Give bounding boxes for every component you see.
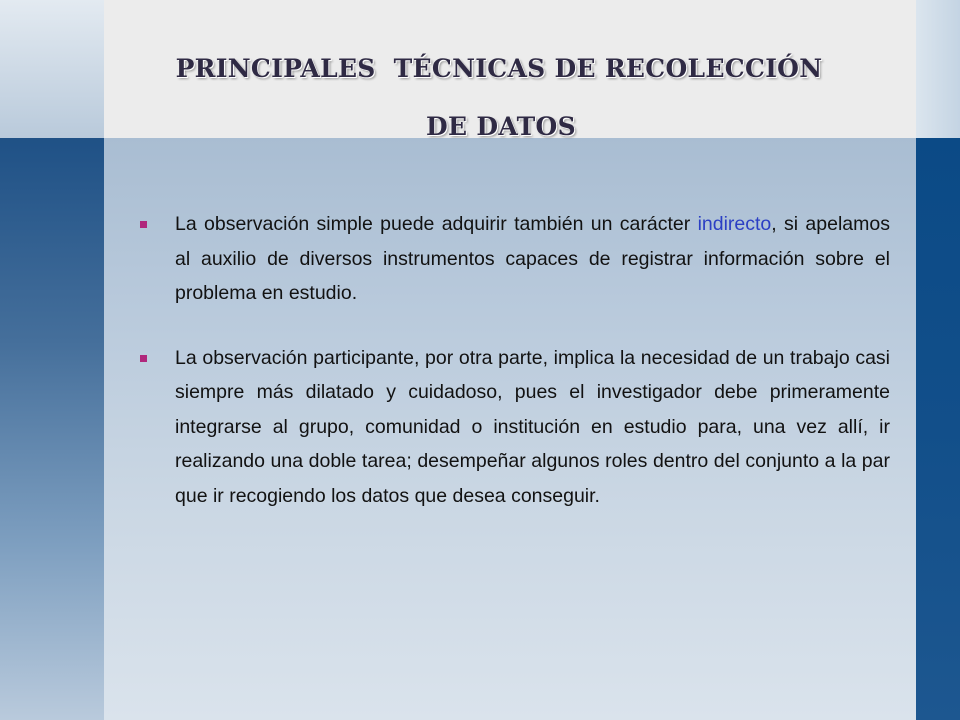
- slide-title-line-2: DE DATOS: [426, 112, 576, 141]
- right-decor-top: [916, 0, 960, 138]
- bullet-1-text-after: , si apelamos al auxilio de diversos instrumentos capaces de registrar información sobre el problema en estudio.: [175, 213, 890, 304]
- square-bullet-icon: [140, 221, 147, 228]
- left-decor-column: [0, 138, 104, 720]
- right-decor-column: [916, 138, 960, 720]
- bullet-1-highlight: indirecto: [697, 213, 772, 235]
- bullet-item-simple-observation: [140, 207, 890, 311]
- bullet-1-text-before: La observación simple puede adquirir también un carácter: [175, 213, 698, 235]
- bullet-list: [140, 207, 901, 543]
- bullet-2-text: La observación participante, por otra parte, implica la necesidad de un trabajo casi siempre más dilatado y cuidadoso, pues el investigador debe primeramente integrarse al grupo, comunidad o institución en estudio para, una vez allí, ir realizando una doble tarea; desempeñar algunos roles dentro del conjunto a la par que ir recogiendo los datos que desea conseguir.: [175, 346, 901, 507]
- slide-title-line-1: PRINCIPALES TÉCNICAS DE RECOLECCIÓN: [175, 54, 823, 83]
- left-decor-top: [0, 0, 104, 138]
- bullet-item-participant-observation: [140, 341, 901, 514]
- slide-title: [104, 40, 894, 156]
- square-bullet-icon: [140, 355, 147, 362]
